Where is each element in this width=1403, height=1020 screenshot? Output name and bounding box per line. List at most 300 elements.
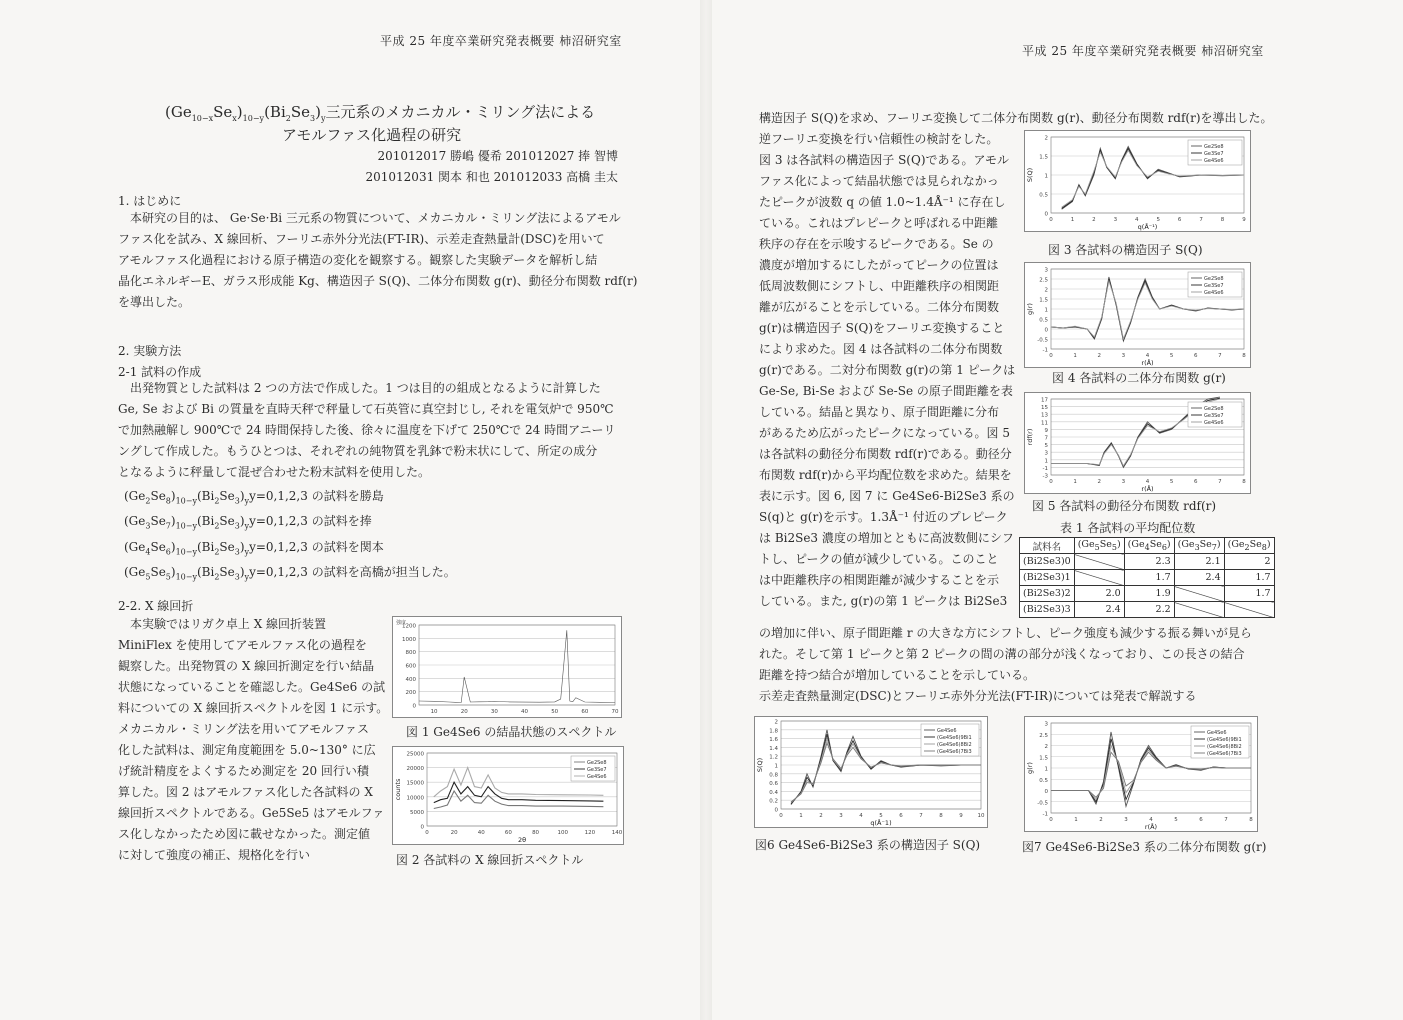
x-tick-label: 1 — [1073, 353, 1077, 359]
formula-text: (Ge — [1177, 539, 1195, 551]
formula-sub: 2 — [214, 496, 220, 506]
x-tick-label: 3 — [839, 813, 843, 819]
x-tick-label: 8 — [939, 813, 943, 819]
formula-sub: 4 — [1144, 542, 1150, 552]
y-tick-label: 1 — [1044, 307, 1048, 314]
table-row-label: (Bi2Se3)2 — [1020, 586, 1075, 602]
title-text: Se — [290, 103, 310, 121]
y-tick-label: 2 — [774, 719, 778, 726]
text-line: ファス化を試み、X 線回析、フーリエ赤外分光法(FT-IR)、示差走査熱量計(DSC)を用いて — [118, 232, 605, 246]
x-tick-label: 50 — [551, 709, 559, 715]
figure-7-caption: 図7 Ge4Se6-Bi2Se3 系の二体分布関数 g(r) — [1022, 840, 1267, 854]
formula-text: Se — [219, 565, 235, 580]
text-line: 低周波数側にシフトし、中距離秩序の相関距 — [759, 279, 1000, 293]
y-tick-label: 2.5 — [1039, 277, 1048, 284]
y-tick-label: 800 — [405, 650, 416, 657]
x-tick-label: 40 — [521, 709, 529, 715]
y-tick-label: -0.5 — [1037, 800, 1048, 807]
y-axis-label: rdf(r) — [1026, 428, 1034, 446]
x-tick-label: 30 — [490, 709, 498, 715]
legend-label: Ge4Se6 — [1204, 290, 1224, 296]
text-line: 表に示す。図 6, 図 7 に Ge4Se6-Bi2Se3 系の — [759, 489, 1015, 503]
text-line: ス化しなかったため図に載せなかった。測定値 — [118, 827, 371, 841]
y-axis-label: counts — [394, 778, 402, 801]
text-line: Ge-Se, Bi-Se および Se-Se の原子間距離を表 — [759, 384, 1013, 398]
x-tick-label: 0 — [1049, 217, 1053, 223]
x-tick-label: 2 — [1097, 353, 1101, 359]
title-sub: 10−x — [191, 114, 214, 123]
y-tick-label: 0.5 — [1039, 777, 1048, 784]
y-tick-label: 1 — [1044, 766, 1048, 773]
y-tick-label: 600 — [405, 663, 416, 670]
figure-1-plot — [392, 616, 622, 718]
formula-sub: 3 — [234, 572, 240, 582]
figure-5-plot — [1024, 392, 1251, 494]
formula-text: y=0,1,2,3 の試料を捧 — [249, 514, 372, 529]
text-line: g(r)は構造因子 S(Q)をフーリエ変換すること — [759, 321, 1005, 335]
x-tick-label: 7 — [1199, 217, 1203, 223]
text-line: MiniFlex を使用してアモルファス化の過程を — [118, 638, 367, 652]
formula-text: (Ge — [124, 489, 146, 503]
x-tick-label: 0 — [779, 813, 783, 819]
title-text: (Bi — [264, 103, 286, 121]
figure-4-caption: 図 4 各試料の二体分布関数 g(r) — [1052, 371, 1226, 385]
formula-text: y=0,1,2,3 の試料を高橋が担当した。 — [249, 565, 456, 580]
y-tick-label: 17 — [1041, 397, 1048, 404]
y-tick-label: 2 — [1044, 744, 1048, 750]
x-tick-label: 8 — [1242, 479, 1246, 485]
title-text: Se — [213, 103, 233, 121]
formula-sub: 6 — [165, 547, 171, 557]
title-text: ) — [315, 103, 321, 121]
figure-6-caption: 図6 Ge4Se6-Bi2Se3 系の構造因子 S(Q) — [755, 838, 981, 852]
x-tick-label: 9 — [959, 813, 963, 819]
formula-sub: 3 — [234, 521, 240, 531]
formula-text: Se — [219, 514, 235, 529]
x-tick-label: 60 — [581, 709, 589, 715]
y-tick-label: 7 — [1044, 435, 1048, 442]
y-tick-label: 5000 — [410, 809, 424, 816]
coordination-table — [1019, 537, 1275, 618]
legend-label: Ge4Se6 — [1207, 730, 1227, 736]
legend-label: (Ge4Se6)8Bi2 — [937, 742, 972, 748]
formula-text: (Ge — [124, 514, 146, 529]
legend-label: Ge2Se8 — [1204, 406, 1224, 412]
text-line: している。結晶と異なり、原子間距離に分布 — [759, 405, 1000, 419]
section-2-title: 2. 実験方法 — [118, 344, 182, 358]
x-tick-label: 2 — [1099, 817, 1103, 823]
sample-item — [124, 562, 524, 587]
y-tick-label: 5 — [1044, 443, 1048, 450]
title-sub: 2 — [285, 114, 291, 123]
figure-2-caption: 図 2 各試料の X 線回折スペクトル — [396, 853, 584, 867]
formula-text: y=0,1,2,3 の試料を関本 — [249, 539, 384, 554]
formula-text: (Bi — [196, 489, 215, 503]
text-line: 布関数 rdf(r)から平均配位数を求めた。結果を — [759, 468, 1012, 482]
formula-text: y=0,1,2,3 の試料を勝島 — [249, 489, 384, 503]
formula-sub: 5 — [1111, 542, 1117, 552]
x-tick-label: 6 — [1177, 217, 1182, 223]
x-tick-label: 4 — [1145, 479, 1150, 485]
y-tick-label: 0.8 — [769, 772, 778, 779]
x-tick-label: 60 — [504, 830, 512, 836]
section-2-2-body — [118, 614, 389, 866]
figure-1-caption: 図 1 Ge4Se6 の結晶状態のスペクトル — [406, 725, 617, 739]
legend-label: Ge2Se8 — [1204, 144, 1224, 150]
x-tick-label: 6 — [1199, 817, 1203, 823]
x-tick-label: 8 — [1242, 353, 1246, 359]
y-tick-label: 25000 — [406, 751, 424, 758]
y-tick-label: 0.2 — [769, 798, 778, 805]
text-line: 算した。図 2 はアモルファス化した各試料の X — [118, 785, 373, 799]
x-tick-label: 9 — [1242, 217, 1246, 223]
y-tick-label: 3 — [1044, 721, 1048, 728]
figure-4-svg — [1025, 263, 1250, 367]
text-line: 秩序の存在を示唆するピークである。Se の — [759, 237, 994, 251]
formula-text: Se — [1199, 539, 1212, 551]
x-tick-label: 4 — [1145, 353, 1150, 359]
section-2-2-title: 2-2. X 線回折 — [118, 599, 194, 613]
y-tick-label: 0.5 — [1039, 317, 1048, 324]
right-column-body — [759, 129, 1019, 612]
figure-3-svg — [1025, 131, 1250, 231]
legend-label: (Ge4Se6)7Bi3 — [1207, 751, 1242, 757]
y-axis-label: g(r) — [1026, 303, 1034, 315]
table-cell — [1174, 602, 1224, 618]
formula-sub: 5 — [1094, 542, 1100, 552]
x-axis-label: q(Å⁻¹) — [1137, 223, 1158, 231]
formula-text: (Ge — [124, 565, 146, 580]
y-tick-label: 200 — [405, 690, 416, 697]
legend-label: Ge3Se7 — [1204, 283, 1224, 289]
text-line: メカニカル・ミリング法を用いてアモルファス — [118, 722, 370, 736]
y-tick-label: 1.6 — [769, 737, 778, 744]
x-tick-label: 6 — [899, 813, 903, 819]
text-line: は Bi2Se3 濃度の増加とともに高波数側にシフ — [759, 531, 1014, 545]
formula-text: Se — [219, 489, 235, 503]
formula-text: Se — [1149, 539, 1162, 551]
x-tick-label: 7 — [1224, 817, 1228, 823]
x-tick-label: 5 — [1174, 817, 1178, 823]
corner-label: 強度 — [396, 620, 407, 626]
formula-sub: 7 — [1211, 542, 1217, 552]
formula-text: (Bi — [196, 565, 215, 580]
y-tick-label: 0.6 — [769, 781, 778, 788]
x-tick-label: 2 — [819, 813, 823, 819]
formula-sub: 3 — [234, 496, 240, 506]
x-tick-label: 7 — [1218, 353, 1222, 359]
text-line: は中距離秩序の相関距離が減少することを示 — [759, 573, 1000, 587]
paper-title-line2: アモルファス化過程の研究 — [282, 126, 462, 144]
formula-text: Se — [150, 539, 166, 554]
x-tick-label: 8 — [1220, 217, 1225, 223]
figure-5-caption: 図 5 各試料の動径分布関数 rdf(r) — [1032, 499, 1217, 513]
section-2-1-title: 2-1 試料の作成 — [118, 365, 202, 379]
formula-text: ) — [1266, 539, 1271, 551]
figure-6-plot — [754, 716, 988, 828]
text-line: 化した試料は、測定角度範囲を 5.0~130° に広 — [118, 743, 376, 757]
table-cell: 2.4 — [1174, 570, 1224, 586]
legend-label: Ge3Se7 — [1204, 413, 1224, 419]
title-sub: 3 — [310, 114, 316, 123]
formula-text: (Ge — [124, 539, 146, 554]
figure-7-plot — [1024, 716, 1258, 832]
x-tick-label: 70 — [611, 709, 619, 715]
y-tick-label: 2 — [1044, 135, 1048, 142]
formula-text: (Bi — [196, 539, 215, 554]
sample-item — [124, 486, 524, 511]
y-tick-label: 1.2 — [769, 754, 778, 761]
table-cell: 2.2 — [1124, 602, 1174, 618]
x-tick-label: 3 — [1113, 217, 1118, 223]
x-tick-label: 0 — [1049, 479, 1053, 485]
title-text: ) — [236, 103, 243, 121]
y-tick-label: -1 — [1042, 811, 1048, 818]
page-header: 平成 25 年度卒業研究発表概要 柿沼研究室 — [1022, 44, 1264, 58]
formula-sub: 10−y — [175, 521, 197, 531]
figure-5-svg — [1025, 393, 1250, 493]
x-tick-label: 3 — [1121, 479, 1126, 485]
x-tick-label: 1 — [1070, 217, 1075, 223]
section-2-1-body — [118, 378, 620, 483]
text-line: 本実験ではリガク卓上 X 線回折装置 — [130, 617, 327, 631]
y-tick-label: 0 — [774, 807, 778, 814]
table-cell: 1.7 — [1224, 586, 1274, 602]
y-tick-label: -0.5 — [1037, 337, 1048, 344]
figure-4-plot — [1024, 262, 1251, 368]
formula-text: Se — [150, 565, 166, 580]
x-tick-label: 100 — [557, 830, 568, 836]
y-tick-label: 2 — [1044, 287, 1048, 294]
formula-sub: 2 — [145, 496, 151, 506]
table-cell — [1074, 554, 1124, 570]
text-line: で加熱融解し 900℃で 24 時間保持した後、徐々に温度を下げて 250℃で 24 時間アニーリ — [118, 423, 616, 437]
text-line: 状態になっていることを確認した。Ge4Se6 の試 — [118, 680, 386, 694]
text-line: 距離を持つ結合が増加していることを示している。 — [759, 668, 1036, 682]
table-cell: 1.9 — [1124, 586, 1174, 602]
x-axis-label: r(Å) — [1144, 823, 1158, 831]
figure-2-svg — [393, 747, 623, 844]
formula-text: Se — [1249, 539, 1262, 551]
table-row-label: (Bi2Se3)0 — [1020, 554, 1075, 570]
formula-text: ) — [1116, 539, 1121, 551]
right-page — [712, 0, 1403, 1020]
x-tick-label: 1 — [799, 813, 803, 819]
formula-sub: 5 — [145, 572, 151, 582]
formula-sub: y — [244, 496, 250, 506]
formula-sub: 3 — [145, 521, 151, 531]
table-row-label: (Bi2Se3)1 — [1020, 570, 1075, 586]
y-tick-label: 0 — [420, 824, 424, 831]
x-tick-label: 6 — [1194, 353, 1198, 359]
y-tick-label: 11 — [1041, 420, 1048, 427]
y-tick-label: 1.5 — [1039, 755, 1048, 762]
x-tick-label: 3 — [1124, 817, 1128, 823]
x-tick-label: 1 — [1074, 817, 1078, 823]
paper-title-line1 — [165, 101, 595, 123]
title-sub: x — [232, 114, 237, 123]
x-tick-label: 6 — [1194, 479, 1198, 485]
formula-text: (Ge — [1077, 539, 1095, 551]
formula-text: ) — [170, 565, 176, 580]
y-tick-label: 20000 — [406, 766, 424, 773]
table-cell: 1.7 — [1124, 570, 1174, 586]
text-line: 離が広がることを示している。二体分布関数 — [759, 300, 1000, 314]
y-tick-label: -1 — [1042, 465, 1048, 472]
formula-text: ) — [170, 539, 176, 554]
figure-7-svg — [1025, 717, 1257, 831]
x-axis-label: q(Å⁻1) — [870, 819, 892, 827]
formula-text: ) — [1216, 539, 1221, 551]
legend-label: (Ge4Se6)9Bi1 — [1207, 737, 1242, 743]
table-corner: 試料名 — [1020, 538, 1075, 554]
y-tick-label: 1000 — [402, 636, 416, 643]
y-tick-label: 15000 — [406, 780, 424, 787]
text-line: 線回折スペクトルである。Ge5Se5 はアモルファ — [118, 806, 385, 820]
y-tick-label: 1.8 — [769, 728, 778, 735]
y-tick-label: 400 — [405, 676, 416, 683]
text-line: Ge, Se および Bi の質量を直時天秤で秤量して石英管に真空封じし, それを電気炉で 950℃ — [118, 402, 614, 416]
text-line: 本研究の目的は、 Ge·Se·Bi 三元系の物質について、メカニカル・ミリング法によるアモル — [130, 211, 621, 225]
y-tick-label: 3 — [1044, 450, 1048, 457]
sample-list — [124, 486, 524, 588]
legend-label: (Ge4Se6)7Bi3 — [937, 749, 972, 755]
text-line: れた。そして第 1 ピークと第 2 ピークの間の溝の部分が浅くなっており、この長さの結合 — [759, 647, 1245, 661]
y-tick-label: 0.4 — [769, 789, 778, 796]
formula-text: ) — [1166, 539, 1171, 551]
sample-item — [124, 511, 524, 536]
formula-sub: 5 — [165, 572, 171, 582]
formula-text: Se — [150, 489, 166, 503]
x-tick-label: 7 — [1218, 479, 1222, 485]
table-col-header — [1074, 538, 1124, 554]
authors-line1: 201012017 勝嶋 優希 201012027 捧 智博 — [377, 149, 618, 163]
text-line: トし、ピークの値が減少している。このこと — [759, 552, 999, 566]
section-1-title: 1. はじめに — [118, 194, 182, 208]
x-tick-label: 0 — [425, 830, 429, 836]
text-line: している。また, g(r)の第 1 ピークは Bi2Se3 — [759, 594, 1008, 608]
x-tick-label: 5 — [879, 813, 883, 819]
legend-label: Ge3Se7 — [587, 767, 607, 773]
table-1-caption: 表 1 各試料の平均配位数 — [1060, 521, 1196, 535]
formula-sub: y — [244, 521, 250, 531]
y-tick-label: -1 — [1042, 347, 1048, 354]
x-tick-label: 20 — [450, 830, 458, 836]
x-tick-label: 20 — [460, 709, 468, 715]
table-row — [1020, 570, 1275, 586]
table-cell: 2.0 — [1074, 586, 1124, 602]
formula-sub: 10−y — [175, 547, 197, 557]
x-tick-label: 5 — [1169, 353, 1174, 359]
x-tick-label: 80 — [532, 830, 540, 836]
formula-sub: 2 — [214, 572, 220, 582]
y-tick-label: 0.5 — [1039, 192, 1048, 199]
formula-text: ) — [239, 514, 245, 529]
formula-text: (Ge — [1127, 539, 1145, 551]
formula-text: (Ge — [1227, 539, 1245, 551]
right-intro-line — [759, 108, 1309, 129]
legend-label: (Ge4Se6)9Bi1 — [937, 735, 972, 741]
y-tick-label: 0 — [1044, 211, 1048, 218]
table-row — [1020, 586, 1275, 602]
y-axis-label: S(Q) — [756, 757, 764, 773]
text-line: たピークが波数 q の値 1.0~1.4Å⁻¹ に存在し — [759, 195, 1006, 209]
formula-sub: 8 — [165, 496, 171, 506]
x-tick-label: 140 — [611, 830, 623, 836]
legend-label: Ge3Se7 — [1204, 151, 1224, 157]
text-line: 構造因子 S(Q)を求め、フーリエ変換して二体分布関数 g(r)、動径分布関数 rdf(r)を導出した。 — [759, 111, 1273, 125]
x-tick-label: 5 — [1156, 217, 1160, 223]
text-line: ている。これはプレピークと呼ばれる中距離 — [759, 216, 999, 230]
legend-label: Ge4Se6 — [1204, 158, 1224, 164]
legend-label: Ge4Se6 — [1204, 420, 1224, 426]
right-full-body — [759, 623, 1311, 707]
text-line: 出発物質とした試料は 2 つの方法で作成した。1 つは目的の組成となるように計算した — [130, 381, 601, 395]
text-line: ファス化によって結晶状態では見られなかっ — [759, 174, 999, 188]
formula-sub: y — [244, 572, 250, 582]
x-tick-label: 10 — [977, 813, 985, 819]
page-gutter — [700, 0, 712, 1020]
x-tick-label: 120 — [584, 830, 596, 836]
x-tick-label: 0 — [1049, 353, 1053, 359]
x-tick-label: 4 — [859, 813, 863, 819]
table-row — [1020, 602, 1275, 618]
title-text: 三元系のメカニカル・ミリング法による — [325, 103, 596, 121]
legend-label: (Ge4Se6)8Bi2 — [1207, 744, 1242, 750]
table-col-header — [1174, 538, 1224, 554]
text-line: 示差走査熱量測定(DSC)とフーリエ赤外分光法(FT-IR)については発表で解説する — [759, 689, 1197, 703]
figure-6-svg — [755, 717, 987, 827]
x-axis-label: r(Å) — [1141, 485, 1154, 493]
x-tick-label: 40 — [477, 830, 485, 836]
figure-3-caption: 図 3 各試料の構造因子 S(Q) — [1048, 243, 1203, 257]
formula-sub: 8 — [1261, 542, 1267, 552]
figure-1-svg — [393, 617, 621, 717]
text-line: に対して強度の補正、規格化を行い — [118, 848, 311, 862]
table-header-row — [1020, 538, 1275, 554]
text-line: 逆フーリエ変換を行い信頼性の検討をした。 — [759, 132, 999, 146]
title-sub: 10−y — [242, 114, 265, 123]
figure-3-plot — [1024, 130, 1251, 232]
x-tick-label: 2 — [1097, 479, 1101, 485]
x-tick-label: 3 — [1121, 353, 1126, 359]
formula-sub: 2 — [1244, 542, 1250, 552]
formula-text: ) — [239, 489, 245, 503]
formula-text: ) — [239, 565, 245, 580]
y-tick-label: 15 — [1041, 405, 1048, 412]
x-tick-label: 5 — [1169, 479, 1174, 485]
formula-sub: 6 — [1161, 542, 1167, 552]
text-line: S(q)と g(r)を示す。1.3Å⁻¹ 付近のプレピーク — [759, 510, 1008, 524]
x-tick-label: 7 — [919, 813, 923, 819]
legend-label: Ge4Se6 — [937, 728, 957, 734]
x-tick-label: 0 — [1049, 817, 1053, 823]
y-tick-label: 1 — [774, 763, 778, 770]
formula-sub: 7 — [165, 521, 171, 531]
title-sub: y — [320, 114, 326, 123]
y-tick-label: 10000 — [406, 795, 424, 802]
x-tick-label: 8 — [1249, 817, 1253, 823]
y-tick-label: 1200 — [402, 623, 416, 630]
y-tick-label: 1.4 — [769, 745, 778, 752]
text-line: を導出した。 — [118, 295, 191, 309]
formula-sub: 10−y — [175, 572, 197, 582]
x-tick-label: 4 — [1135, 217, 1139, 223]
section-1-body — [118, 208, 638, 313]
table-row — [1020, 554, 1275, 570]
legend-label: Ge2Se8 — [1204, 276, 1224, 282]
y-axis-label: S(Q) — [1026, 167, 1034, 183]
